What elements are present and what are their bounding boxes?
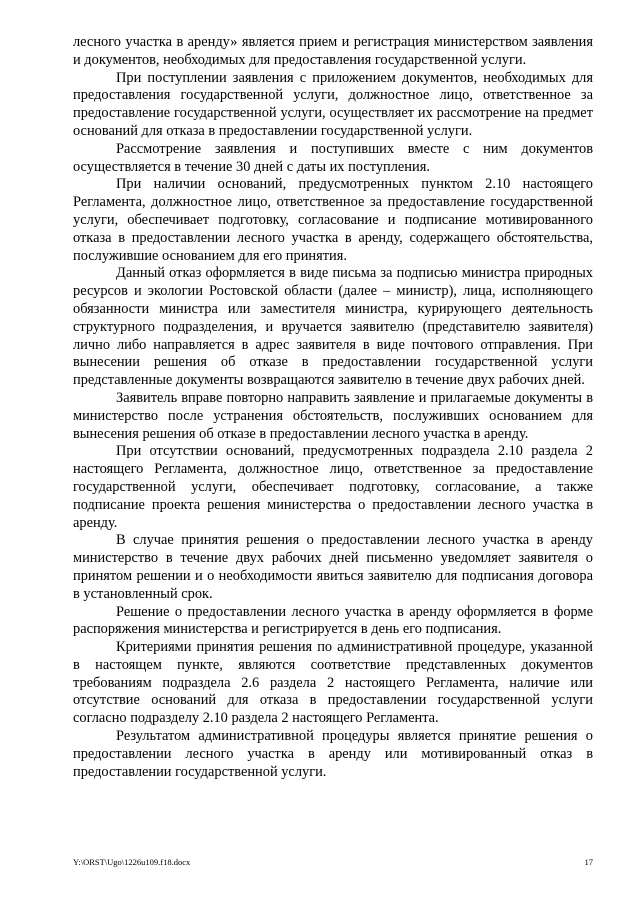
paragraph-review-term: Рассмотрение заявления и поступивших вместе с ним документов осуществляется в течение 30 дней с даты их поступления. xyxy=(73,140,593,175)
paragraph-result: Результатом административной процедуры является принятие решения о предоставлении лесного участка в аренду или мотивированный отказ в предоставлении государственной услуги. xyxy=(73,728,593,780)
paragraph-criteria: Критериями принятия решения по административной процедуре, указанной в настоящем пункте, являются соответствие представленных документов требованиям подраздела 2.6 раздела 2 настоящего Регламента, наличие или отсутствие оснований для отказа в предоставлении государственной услуги согласно подразделу 2.10 раздела 2 настоящего Регламента. xyxy=(73,639,593,727)
paragraph-continuation: лесного участка в аренду» является прием и регистрация министерством заявления и документов, необходимых для предоставления государственной услуги. xyxy=(73,34,593,68)
footer-file-path: Y:\ORST\Ugo\1226u109.f18.docx xyxy=(73,857,191,867)
paragraph-refusal-grounds: При наличии оснований, предусмотренных пунктом 2.10 настоящего Регламента, должностное лицо, ответственное за предоставление государственной услуги, обеспечивает подготовку, согласование и подписание мотивированного отказа в предоставлении лесного участка в аренду, содержащего обстоятельства, послужившие основанием для его принятия. xyxy=(73,176,593,264)
paragraph-no-grounds: При отсутствии оснований, предусмотренных подраздела 2.10 раздела 2 настоящего Регламента, должностное лицо, ответственное за предоставление государственной услуги, обеспечивает подготовку, согласование, а также подписание проекта решения министерства о предоставлении лесного участка в аренду. xyxy=(73,443,593,531)
page-footer xyxy=(73,856,593,868)
document-body xyxy=(73,34,593,781)
page-number: 17 xyxy=(584,857,593,867)
paragraph-receipt-review: При поступлении заявления с приложением документов, необходимых для предоставления государственной услуги, должностное лицо, ответственное за предоставление государственной услуги, осуществляет их рассмотрение на предмет оснований для отказа в предоставлении государственной услуги. xyxy=(73,69,593,139)
paragraph-refusal-letter: Данный отказ оформляется в виде письма за подписью министра природных ресурсов и экологии Ростовской области (далее – министр), лица, исполняющего обязанности министра или заместителя министра, курирующего деятельность структурного подразделения, и вручается заявителю (представителю заявителя) лично либо направляется в адрес заявителя в виде почтового отправления. При вынесении решения об отказе в предоставлении государственной услуги представленные документы возвращаются заявителю в течение двух рабочих дней. xyxy=(73,265,593,389)
paragraph-notification: В случае принятия решения о предоставлении лесного участка в аренду министерство в течение двух рабочих дней письменно уведомляет заявителя о принятом решении и о необходимости явиться заявителю для подписания договора в установленный срок. xyxy=(73,532,593,602)
paragraph-decision-form: Решение о предоставлении лесного участка в аренду оформляется в форме распоряжения министерства и регистрируется в день его подписания. xyxy=(73,603,593,638)
paragraph-reapply: Заявитель вправе повторно направить заявление и прилагаемые документы в министерство после устранения обстоятельств, послуживших основанием для вынесения решения об отказе в предоставлении лесного участка в аренду. xyxy=(73,389,593,442)
